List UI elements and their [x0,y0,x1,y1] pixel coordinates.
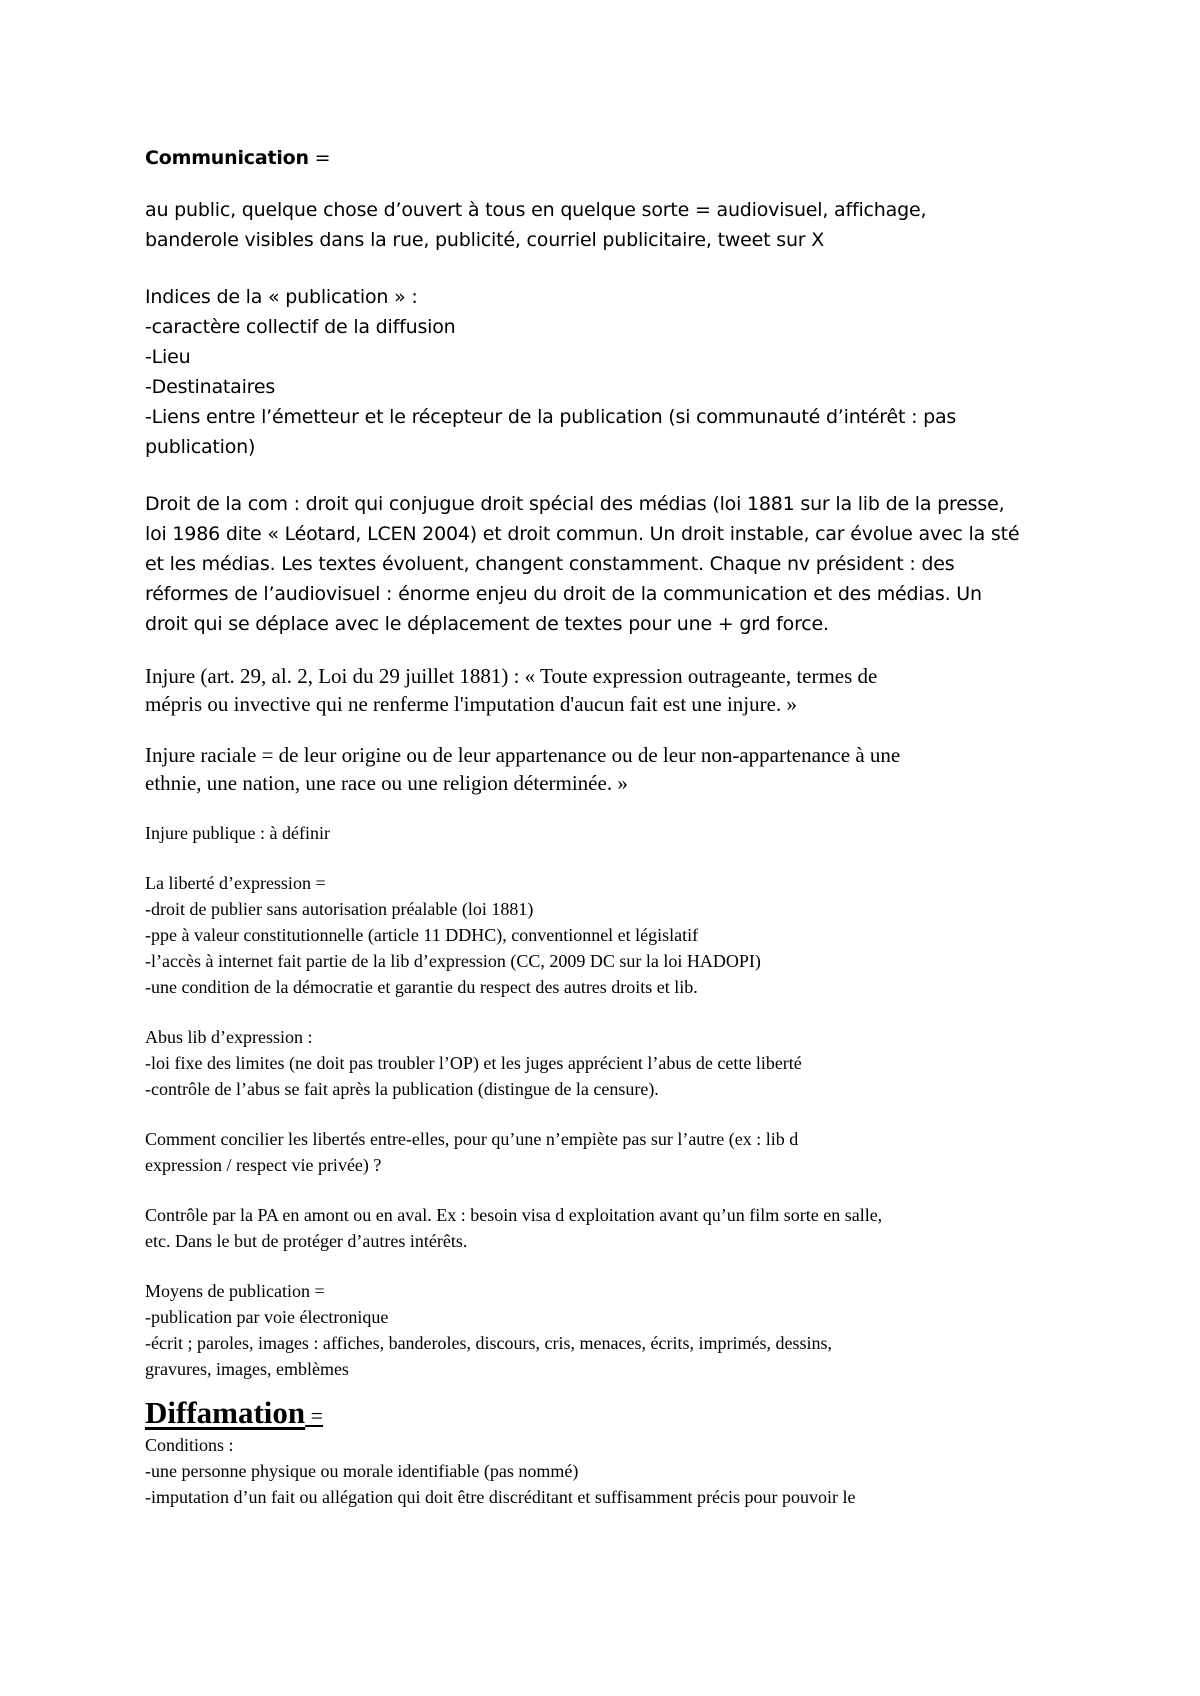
droit-com-section [145,489,1095,639]
injure-raciale-line: Injure raciale = de leur origine ou de leur appartenance ou de leur non-appartenance à une [145,743,901,767]
injure-raciale-line: ethnie, une nation, une race ou une religion déterminée. » [145,771,628,795]
diffamation-line: -une personne physique ou morale identifiable (pas nommé) [145,1461,579,1481]
droit-com-line: Droit de la com : droit qui conjugue droit spécial des médias (loi 1881 sur la lib de la presse, [145,493,1005,515]
injure-publique-section [145,820,1095,846]
diffamation-line: -imputation d’un fait ou allégation qui doit être discréditant et suffisamment précis pour pouvoir le [145,1487,856,1507]
liberte-line: -une condition de la démocratie et garantie du respect des autres droits et lib. [145,977,698,997]
liberte-line: -ppe à valeur constitutionnelle (article 11 DDHC), conventionnel et législatif [145,925,699,945]
indices-line: Indices de la « publication » : [145,286,418,308]
indices-line: -Lieu [145,346,191,368]
injure-line: mépris ou invective qui ne renferme l'imputation d'aucun fait est une injure. » [145,692,797,716]
communication-title-suffix: = [308,147,331,169]
diffamation-title-suffix: = [305,1403,324,1428]
indices-section [145,282,1095,462]
abus-line: Abus lib d’expression : [145,1027,313,1047]
droit-com-line: et les médias. Les textes évoluent, changent constamment. Chaque nv président : des [145,553,955,575]
injure-publique-line: Injure publique : à définir [145,823,330,843]
moyens-section [145,1278,1095,1382]
liberte-line: -droit de publier sans autorisation préalable (loi 1881) [145,899,534,919]
liberte-line: -l’accès à internet fait partie de la lib d’expression (CC, 2009 DC sur la loi HADOPI) [145,951,761,971]
droit-com-line: droit qui se déplace avec le déplacement de textes pour une + grd force. [145,613,829,635]
injure-section [145,662,1095,718]
communication-heading [145,143,1095,173]
communication-section [145,143,1095,255]
abus-line: -loi fixe des limites (ne doit pas troubler l’OP) et les juges apprécient l’abus de cette liberté [145,1053,802,1073]
injure-line: Injure (art. 29, al. 2, Loi du 29 juillet 1881) : « Toute expression outrageante, termes de [145,664,878,688]
diffamation-line: Conditions : [145,1435,234,1455]
indices-line: -Liens entre l’émetteur et le récepteur de la publication (si communauté d’intérêt : pas [145,406,957,428]
moyens-line: -publication par voie électronique [145,1307,389,1327]
diffamation-heading [145,1394,1095,1432]
abus-section [145,1024,1095,1102]
concilier-line: expression / respect vie privée) ? [145,1155,382,1175]
communication-line: banderole visibles dans la rue, publicité, courriel publicitaire, tweet sur X [145,229,825,251]
concilier-section [145,1126,1095,1178]
indices-line: publication) [145,436,256,458]
moyens-line: -écrit ; paroles, images : affiches, banderoles, discours, cris, menaces, écrits, imprimés, dessins, [145,1333,832,1353]
abus-line: -contrôle de l’abus se fait après la publication (distingue de la censure). [145,1079,659,1099]
droit-com-line: réformes de l’audiovisuel : énorme enjeu du droit de la communication et des médias. Un [145,583,982,605]
liberte-line: La liberté d’expression = [145,873,326,893]
concilier-line: Comment concilier les libertés entre-elles, pour qu’une n’empiète pas sur l’autre (ex : lib d [145,1129,799,1149]
document-page [145,143,1095,1510]
moyens-line: Moyens de publication = [145,1281,325,1301]
moyens-line: gravures, images, emblèmes [145,1359,349,1379]
indices-line: -caractère collectif de la diffusion [145,316,456,338]
diffamation-title: Diffamation [145,1395,306,1430]
communication-title: Communication [145,147,309,169]
communication-line: au public, quelque chose d’ouvert à tous en quelque sorte = audiovisuel, affichage, [145,199,927,221]
controle-line: etc. Dans le but de protéger d’autres intérêts. [145,1231,468,1251]
injure-raciale-section [145,741,1095,797]
diffamation-section [145,1394,1095,1510]
droit-com-line: loi 1986 dite « Léotard, LCEN 2004) et droit commun. Un droit instable, car évolue avec la sté [145,523,1020,545]
controle-line: Contrôle par la PA en amont ou en aval. Ex : besoin visa d exploitation avant qu’un film sorte en salle, [145,1205,883,1225]
liberte-section [145,870,1095,1000]
controle-section [145,1202,1095,1254]
indices-line: -Destinataires [145,376,276,398]
